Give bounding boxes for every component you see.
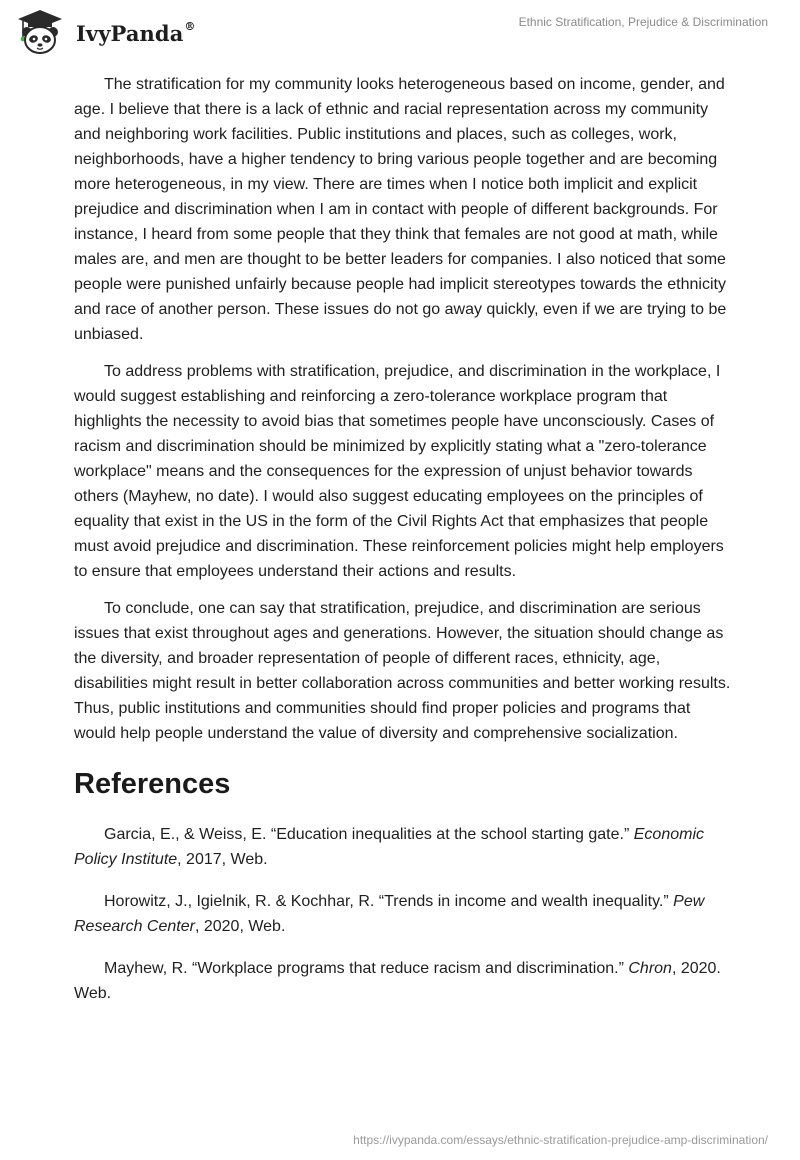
body-paragraph-3: To conclude, one can say that stratification, prejudice, and discrimination are serious issues that exist throughout ages and generations. However, the situation should change as the diversity, and broader representation of people of different races, ethnicity, age, disabilities might result in better collaboration across communities and better working results. Thus, public institutions and communities should find proper policies and programs that would help people understand the value of diversity and comprehensive socialization. (74, 600, 731, 742)
registered-mark: ® (184, 19, 196, 33)
panda-graduate-icon (14, 8, 70, 56)
reference-text: Garcia, E., & Weiss, E. “Education inequalities at the school starting gate.” (104, 826, 630, 843)
reference-item-2 (74, 889, 734, 939)
brand-logo[interactable] (14, 8, 196, 56)
body-paragraph-2: To address problems with stratification, prejudice, and discrimination in the workplace, I would suggest establishing and reinforcing a zero-tolerance workplace program that highlights the necessity to avoid bias that sometimes people have unconsciously. Cases of racism and discrimination should be minimized by explicitly stating what a "zero-tolerance workplace" means and the consequences for the expression of unjust behavior towards others (Mayhew, no date). I would also suggest educating employees on the principles of equality that exist in the US in the form of the Civil Rights Act that emphasizes that people must avoid prejudice and discrimination. These reinforcement policies might help employers to ensure that employees understand their actions and results. (74, 363, 724, 580)
reference-source: Economic Policy Institute (74, 826, 704, 868)
reference-text: Horowitz, J., Igielnik, R. & Kochhar, R. “Trends in income and wealth inequality.” (104, 893, 669, 910)
essay-body (74, 72, 734, 1023)
page-header (0, 0, 800, 60)
brand-name-text: IvyPanda (76, 20, 184, 46)
document-title: Ethnic Stratification, Prejudice & Discrimination (518, 15, 768, 29)
reference-details: , 2020. Web. (74, 960, 721, 1002)
reference-source: Pew Research Center (74, 893, 705, 935)
reference-details: , 2020, Web. (194, 918, 286, 935)
references-heading: References (74, 768, 231, 800)
reference-source: Chron (628, 960, 672, 977)
reference-text: Mayhew, R. “Workplace programs that reduce racism and discrimination.” (104, 960, 624, 977)
brand-name (76, 21, 196, 46)
source-url[interactable]: https://ivypanda.com/essays/ethnic-stratification-prejudice-amp-discrimination/ (353, 1133, 768, 1147)
reference-item-1 (74, 822, 734, 872)
reference-details: , 2017, Web. (177, 851, 268, 868)
body-paragraph-1: The stratification for my community looks heterogeneous based on income, gender, and age. I believe that there is a lack of ethnic and racial representation across my community and neighboring work facilities. Public institutions and places, such as colleges, work, neighborhoods, have a higher tendency to bring various people together and are becoming more heterogeneous, in my view. There are times when I notice both implicit and explicit prejudice and discrimination when I am in contact with people of different backgrounds. For instance, I heard from some people that they think that females are not good at math, while males are, and men are thought to be better leaders for companies. I also noticed that some people were punished unfairly because people had implicit stereotypes towards the ethnicity and race of another person. These issues do not go away quickly, even if we are trying to be unbiased. (74, 76, 727, 343)
reference-item-3 (74, 956, 734, 1006)
